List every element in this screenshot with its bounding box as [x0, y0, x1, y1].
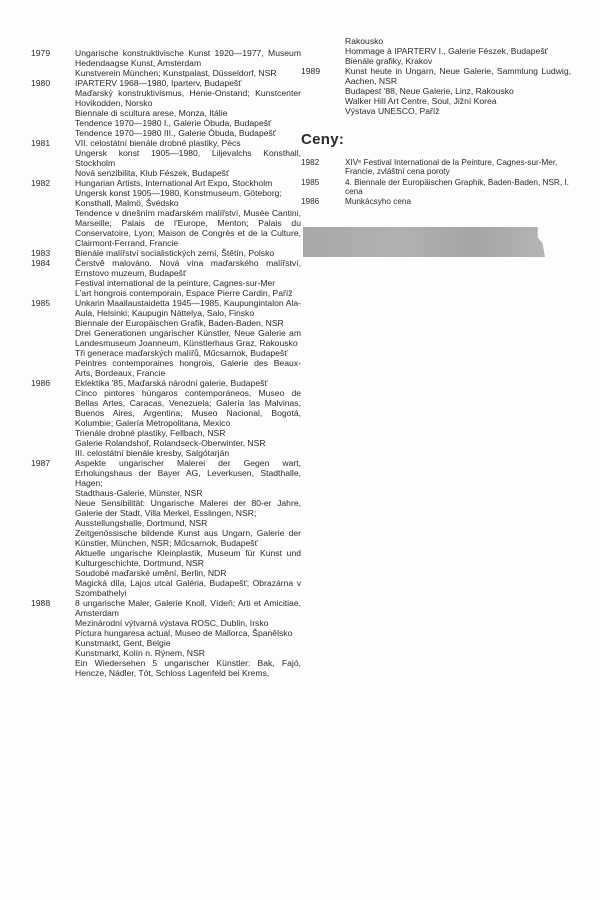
year-group [31, 378, 301, 458]
exhibition-entry: Rakousko [345, 36, 384, 46]
exhibition-entry: Tři generace maďarských malířů, Műcsarnok, Budapešť [75, 348, 288, 358]
exhibition-entry: Walker Hill Art Centre, Soul, Jižní Korea [345, 96, 497, 106]
award-year: 1986 [301, 197, 320, 207]
exhibition-entry: Eklektika '85, Maďarská národní galerie, Budapešť [75, 378, 268, 388]
exhibition-entry: Hungarian Artists, International Art Expo, Stockholm [75, 178, 273, 188]
award-item [301, 158, 571, 177]
year-label: 1985 [31, 298, 51, 308]
year-group [31, 258, 301, 298]
exhibitions-left-column [31, 48, 301, 678]
exhibition-entry: Tendence 1970—1980 I., Galerie Óbuda, Budapešť [75, 118, 272, 128]
exhibition-entry: Pictura hungaresa actual, Museo de Mallorca, Španělsko [75, 628, 293, 638]
year-label: 1981 [31, 138, 51, 148]
exhibition-entry: Tendence v dnešním maďarském malířství, Musée Cantini, Marseille; Palais de l'Europe, Menton; Palais du Conservatoire, Lyon; Maison de Congrès et de la Culture, Clairmont-Ferrand, Francie [75, 208, 301, 248]
year-label: 1983 [31, 248, 51, 258]
exhibition-entry: Biennale der Europäischen Grafik, Baden-Baden, NSR [75, 318, 284, 328]
year-label: 1987 [31, 458, 51, 468]
exhibition-entry: Ungarische konstruktivische Kunst 1920—1977, Museum Hedendaagse Kunst, Amsterdam [75, 48, 301, 68]
year-group [301, 66, 571, 116]
award-item [301, 197, 571, 206]
exhibition-entry: VII. celostátní bienále drobné plastiky, Pécs [75, 138, 241, 148]
exhibition-entry: Ein Wiedersehen 5 ungarischer Künstler: Bak, Fajó, Hencze, Nádler, Tót, Schloss Lagenfeld bei Krems, [75, 658, 301, 678]
exhibition-entry: Neue Sensibilität: Ungarische Malerei der 80-er Jahre, Galerie der Stadt, Villa Merkel, Esslingen, NSR; [75, 498, 301, 518]
exhibition-entry: Konsthall, Malmö, Švédsko [75, 198, 179, 208]
year-group [31, 78, 301, 138]
exhibition-entry: Unkarin Maallaustaidetta 1945—1985, Kaupungintalon Ala-Aula, Helsinki; Kaupugin Nättelya, Salo, Finsko [75, 298, 301, 318]
year-group [31, 178, 301, 248]
year-label: 1989 [301, 66, 321, 76]
exhibition-entry: Bienále malířství socialistických zemí, Štětín, Polsko [75, 248, 275, 258]
exhibition-entry: Kunst heute in Ungarn, Neue Galerie, Sammlung Ludwig, Aachen, NSR [345, 66, 571, 86]
year-label: 1988 [31, 598, 51, 608]
exhibition-entry: Kunstmarkt, Gent, Belgie [75, 638, 171, 648]
year-label: 1982 [31, 178, 51, 188]
exhibition-entry: Soudobé maďarské umění, Berlin, NDR [75, 568, 227, 578]
exhibition-entry: Galerie Rolandshof, Rolandseck-Oberwinter, NSR [75, 438, 266, 448]
year-label: 1980 [31, 78, 51, 88]
exhibition-entry: Trienále drobné plastiky, Fellbach, NSR [75, 428, 226, 438]
exhibition-entry: Kunstmarkt, Kolín n. Rýnem, NSR [75, 648, 205, 658]
exhibition-entry: IPARTERV 1968—1980, Iparterv, Budapešť [75, 78, 242, 88]
year-group [31, 248, 301, 258]
exhibition-entry: Ungersk konst 1905—1980, Liljevalchs Konsthall, Stockholm [75, 148, 301, 168]
year-group [31, 458, 301, 598]
awards-list [301, 158, 571, 206]
exhibition-entry: Bienále grafiky, Krakov [345, 56, 433, 66]
award-year: 1982 [301, 158, 320, 167]
award-text: 4. Biennale der Europäischen Graphik, Baden-Baden, NSR, I. cena [345, 177, 569, 196]
year-label [301, 36, 345, 66]
year-label: 1986 [31, 378, 51, 388]
exhibition-entry: Drei Generationen ungarischer Künstler, Neue Galerie am Landesmuseum Joanneum, Künstlerhaus Graz, Rakousko [75, 328, 301, 348]
exhibition-entry: Nová senzibilita, Klub Fészek, Budapešť [75, 168, 230, 178]
exhibition-entry: Čerstvě malováno. Nová vína maďarského malířství, Ernstovo muzeum, Budapešť [75, 258, 301, 278]
exhibition-entry: Festival international de la peinture, Cagnes-sur-Mer [75, 278, 276, 288]
year-group [31, 598, 301, 678]
award-item [301, 178, 571, 197]
exhibitions-right-column [301, 36, 571, 207]
award-text: XIVᵉ Festival International de la Peinture, Cagnes-sur-Mer, Francie, zvláštní cena poroty [345, 158, 558, 177]
exhibition-entry: Výstava UNESCO, Paříž [345, 106, 440, 116]
year-label: 1984 [31, 258, 51, 268]
exhibition-entry: Budapest '88, Neue Galerie, Linz, Rakousko [345, 86, 514, 96]
exhibition-entry: Peintres contemporaines hongrois, Galerie des Beaux-Arts, Bordeaux, Francie [75, 358, 301, 378]
exhibition-entry: Maďarský konstruktivismus, Henie-Onstand; Kunstcenter Hovikodden, Norsko [75, 88, 301, 108]
exhibition-entry: L'art hongrois contemporain, Espace Pierre Cardin, Paříž [75, 288, 293, 298]
award-year: 1985 [301, 177, 320, 187]
exhibition-entry: Mezinárodní výtvarná výstava ROSC, Dublin, Irsko [75, 618, 269, 628]
gray-strip [303, 227, 545, 257]
exhibition-entry: Stadthaus-Galerie, Münster, NSR [75, 488, 203, 498]
exhibition-entry: 8 ungarische Maler, Galerie Knoll, Vídeň; Arti et Amicitiae, Amsterdam [75, 598, 301, 618]
exhibition-entry: Hommage à IPARTERV I., Galerie Fészek, Budapešť [345, 46, 548, 56]
exhibition-entry: Biennale di scultura arese, Monza, Itálie [75, 108, 228, 118]
awards-heading: Ceny: [301, 131, 345, 148]
exhibition-entry: Ausstellungshalle, Dortmund, NSR [75, 518, 208, 528]
year-group [31, 138, 301, 178]
exhibition-entry: III. celostátní bienále kresby, Salgótarján [75, 448, 230, 458]
exhibition-entry: Aspekte ungarischer Malerei der Gegen wart, Erholungshaus der Bayer AG, Leverkusen, Stadthalle, Hagen; [75, 458, 301, 488]
year-group [31, 298, 301, 378]
exhibition-entry: Aktuelle ungarische Kleinplastik, Museum für Kunst und Kulturgeschichte, Dortmund, NSR [75, 548, 301, 568]
exhibition-entry: Cinco pintores húngaros contemporáneos, Museo de Bellas Artes, Caracas, Venezuela; Galería las Malvinas, Buenos Aires, Argentina; Museo Nacional, Bogotá, Kolumbie; Galería Metropolitana, Mexico [75, 388, 301, 428]
year-group [301, 36, 571, 66]
year-label: 1979 [31, 48, 51, 58]
exhibition-entry: Magická díla, Lajos utcal Galéria, Budapešť; Obrazárna v Szombathelyi [75, 578, 301, 598]
exhibition-entry: Kunstverein München; Kunstpalast, Düsseldorf, NSR [75, 68, 277, 78]
award-text: Munkácsyho cena [345, 197, 411, 207]
year-group [31, 48, 301, 78]
exhibition-entry: Zeitgenössische bildende Kunst aus Ungarn, Galerie der Künstler, München, NSR; Műcsarnok, Budapešť [75, 528, 301, 548]
exhibition-entry: Ungersk konst 1905—1980, Konstmuseum, Göteborg; [75, 188, 282, 198]
exhibition-entry: Tendence 1970—1980 III., Galerie Óbuda, Budapešť [75, 128, 277, 138]
